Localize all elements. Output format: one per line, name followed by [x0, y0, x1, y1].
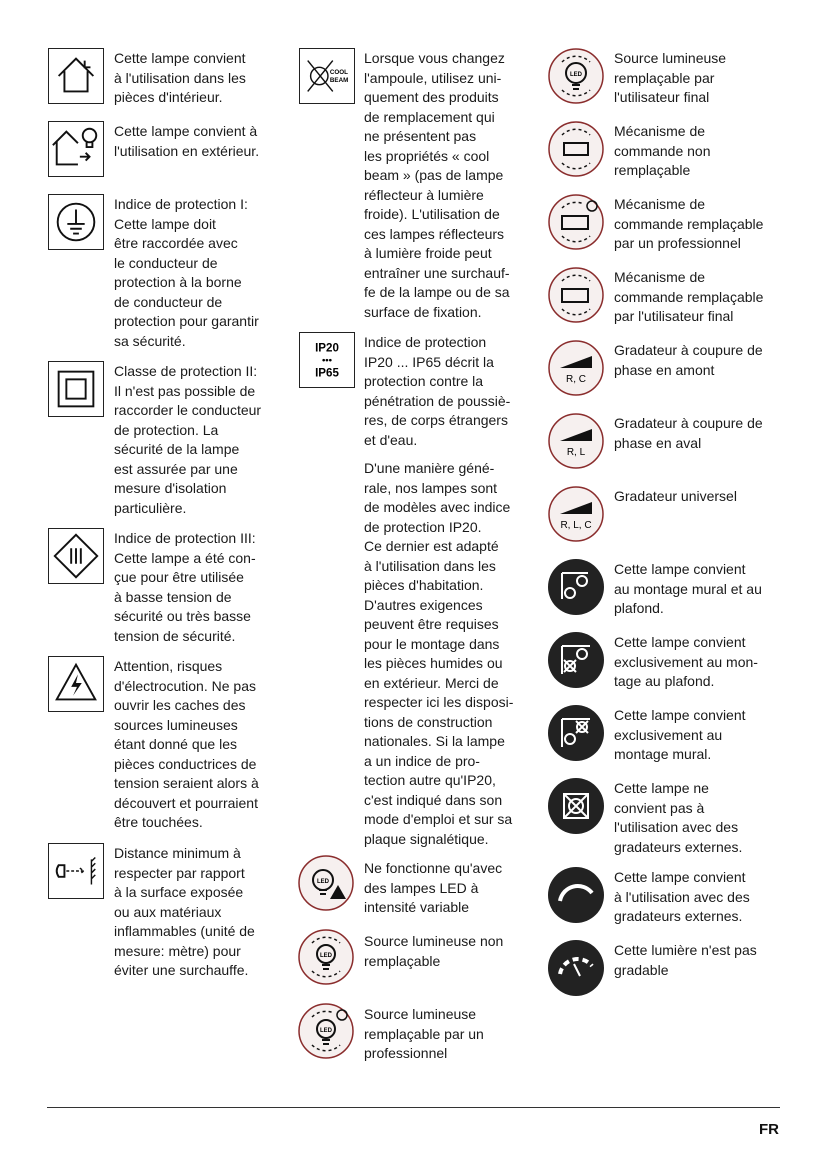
col1-text-5: Indice de protection III: Cette lampe a été con- çue pour être utilisée à basse tension de sécurité ou très basse tension de sécurité.: [114, 530, 256, 644]
svg-text:LED: LED: [570, 72, 582, 78]
col2-text-2: Indice de protection IP20 ... IP65 décrit la protection contre la pénétration de poussiè- res, de corps étrangers et d'eau.: [364, 334, 511, 448]
col1-text-6: Attention, risques d'électrocution. Ne pas ouvrir les caches des sources lumineuses étant donné que les pièces conductrices de tension seraient alors à découvert et pourraient être touchées.: [114, 658, 259, 830]
protection-earth-icon: [48, 194, 104, 250]
col3-text-11: Cette lampe ne convient pas à l'utilisation avec des gradateurs externes.: [614, 780, 743, 855]
col1-text-1: Cette lampe convient à l'utilisation dans les pièces d'intérieur.: [114, 50, 246, 105]
svg-text:LED: LED: [317, 879, 329, 885]
control-gear-non-replaceable-icon: [548, 121, 604, 177]
control-gear-user-icon: [548, 267, 604, 323]
col2-text-1: Lorsque vous changez l'ampoule, utilisez uni- quement des produits de remplacement qui ne présentent pas les propriétés « cool beam » (pas de lampe réflecteur à lumière froide). L'utilisation de ces lampes réflecteurs à lumière froide peut entraîner une surchauf- fe de la lampe ou de sa surface de fixation.: [364, 50, 510, 320]
led-non-replaceable-icon: [298, 929, 354, 985]
class-three-icon: [48, 528, 104, 584]
wall-only-mount-icon: [548, 705, 604, 761]
col2-text-5: Source lumineuse non remplaçable: [364, 933, 504, 969]
led-dimmable-only-icon: [298, 855, 354, 911]
electric-shock-warning-icon: [48, 656, 104, 712]
col3-text-8: Cette lampe convient au montage mural et au plafond.: [614, 561, 762, 616]
col3-text-2: Mécanisme de commande non remplaçable: [614, 123, 711, 178]
col1-text-4: Classe de protection II: Il n'est pas possible de raccorder le conducteur de protection. La sécurité de la lampe est assurée par une mesure d'isolation particulière.: [114, 363, 262, 516]
svg-text:LED: LED: [320, 1028, 332, 1034]
trailing-edge-dimmer-icon: [548, 413, 604, 469]
svg-text:LED: LED: [320, 953, 332, 959]
col3-text-10: Cette lampe convient exclusivement au montage mural.: [614, 707, 746, 762]
wall-ceiling-mount-icon: [548, 559, 604, 615]
svg-text:COOL: COOL: [329, 69, 348, 77]
col3-text-1: Source lumineuse remplaçable par l'utilisateur final: [614, 50, 727, 105]
indoor-house-icon: [48, 48, 104, 104]
col3-text-7: Gradateur universel: [614, 488, 737, 504]
col3-text-3: Mécanisme de commande remplaçable par un professionnel: [614, 196, 764, 251]
col2-text-4: Ne fonctionne qu'avec des lampes LED à intensité variable: [364, 860, 503, 915]
col3-text-4: Mécanisme de commande remplaçable par l'utilisateur final: [614, 269, 764, 324]
col1-text-2: Cette lampe convient à l'utilisation en extérieur.: [114, 123, 260, 159]
col3-text-9: Cette lampe convient exclusivement au mon- tage au plafond.: [614, 634, 758, 689]
led-replaceable-professional-icon: [298, 1003, 354, 1059]
ip-rating-icon: [299, 332, 355, 388]
language-label: FR: [759, 1121, 779, 1138]
col3-text-6: Gradateur à coupure de phase en aval: [614, 415, 763, 451]
svg-text:•••: •••: [321, 354, 333, 366]
svg-text:IP20: IP20: [315, 342, 339, 355]
footer-divider: [47, 1107, 780, 1108]
control-gear-professional-icon: [548, 194, 604, 250]
no-external-dimmer-icon: [548, 778, 604, 834]
col2-ip20-paragraph: D'une manière géné- rale, nos lampes sont de modèles avec indice de protection IP20. Ce dernier est adapté à l'utilisation dans les pièces d'habitation. D'autres exigences peuvent être requises pour le montage dans les pièces humides ou en extérieur. Merci de respecter ici les disposi- tions de construction nationales. Si la lampe a un indice de pro- tection autre qu'IP20, c'est indiqué dans son mode d'emploi et sur sa plaque signalétique.: [364, 460, 514, 847]
outdoor-house-lamp-icon: [48, 121, 104, 177]
leading-edge-dimmer-icon: [548, 340, 604, 396]
svg-text:R, L: R, L: [566, 447, 586, 458]
col3-text-13: Cette lumière n'est pas gradable: [614, 942, 757, 978]
universal-dimmer-icon: [548, 486, 604, 542]
double-insulation-icon: [48, 361, 104, 417]
external-dimmer-ok-icon: [548, 867, 604, 923]
col1-text-7: Distance minimum à respecter par rapport à la surface exposée ou aux matériaux inflammables (unité de mesure: mètre) pour éviter une surchauffe.: [114, 845, 255, 978]
col2-text-6: Source lumineuse remplaçable par un professionnel: [364, 1006, 484, 1061]
svg-text:R, C: R, C: [566, 374, 586, 385]
ceiling-only-mount-icon: [548, 632, 604, 688]
minimum-distance-icon: [48, 843, 104, 899]
svg-text:IP65: IP65: [315, 367, 339, 380]
col1-text-3: Indice de protection I: Cette lampe doit être raccordée avec le conducteur de protection à la borne de conducteur de protection pour garantir sa sécurité.: [114, 196, 259, 349]
svg-text:R, L, C: R, L, C: [560, 520, 592, 531]
col3-text-5: Gradateur à coupure de phase en amont: [614, 342, 763, 378]
col3-text-12: Cette lampe convient à l'utilisation avec des gradateurs externes.: [614, 869, 750, 924]
led-replaceable-user-icon: [548, 48, 604, 104]
svg-text:BEAM: BEAM: [329, 76, 349, 84]
not-dimmable-icon: [548, 940, 604, 996]
no-cool-beam-icon: [299, 48, 355, 104]
